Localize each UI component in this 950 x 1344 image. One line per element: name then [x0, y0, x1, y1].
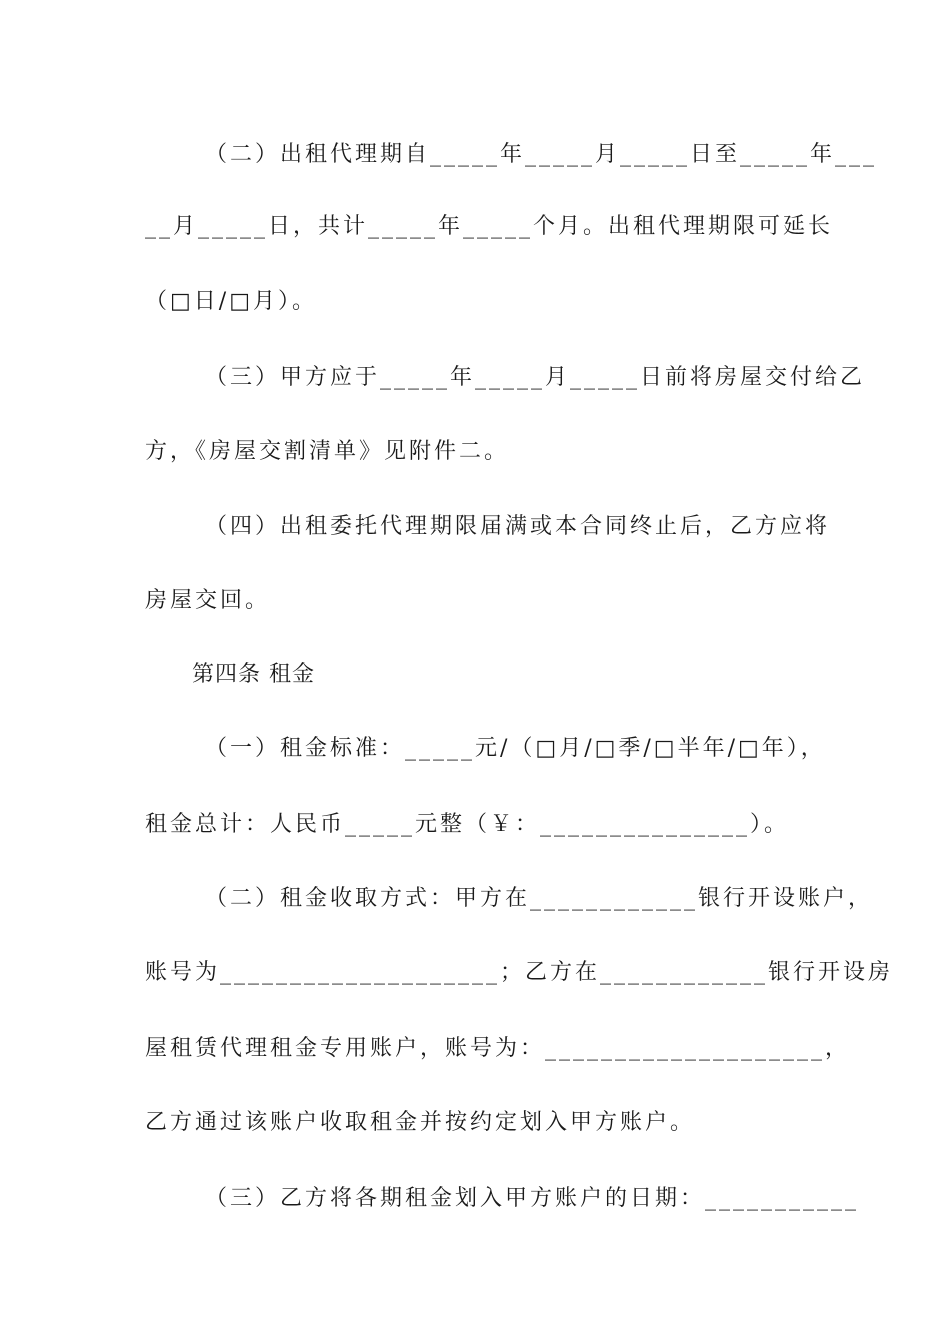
clause-3-delivery-line-1: （三）甲方应于_____年_____月_____日前将房屋交付给乙	[205, 365, 866, 390]
rent-transfer-date-line: （三）乙方将各期租金划入甲方账户的日期：___________	[205, 1186, 860, 1211]
clause-3-delivery-line-2: 方，《房屋交割清单》见附件二。	[145, 439, 510, 464]
rent-standard-line-2: 租金总计：人民币_____元整（￥：_______________）。	[145, 812, 790, 837]
clause-2-agency-period-line-2: __月_____日，共计_____年_____个月。出租代理期限可延长	[145, 214, 834, 239]
rent-collection-line-2: 账号为____________________；乙方在____________银行开设房	[145, 960, 894, 985]
clause-4-return-line-1: （四）出租委托代理期限届满或本合同终止后，乙方应将	[205, 514, 831, 539]
rent-collection-line-4: 乙方通过该账户收取租金并按约定划入甲方账户。	[145, 1110, 696, 1135]
rent-collection-line-3: 屋租赁代理租金专用账户，账号为：____________________，	[145, 1036, 851, 1061]
rent-standard-line-1: （一）租金标准：_____元/（□月/□季/□半年/□年），	[205, 736, 826, 761]
article-4-heading: 第四条 租金	[192, 662, 315, 687]
clause-2-agency-period-line-1: （二）出租代理期自_____年_____月_____日至_____年___	[205, 142, 878, 167]
clause-4-return-line-2: 房屋交回。	[145, 588, 271, 613]
clause-2-agency-period-line-3: （□日/□月）。	[145, 289, 317, 314]
rent-collection-line-1: （二）租金收取方式：甲方在____________银行开设账户，	[205, 886, 874, 911]
